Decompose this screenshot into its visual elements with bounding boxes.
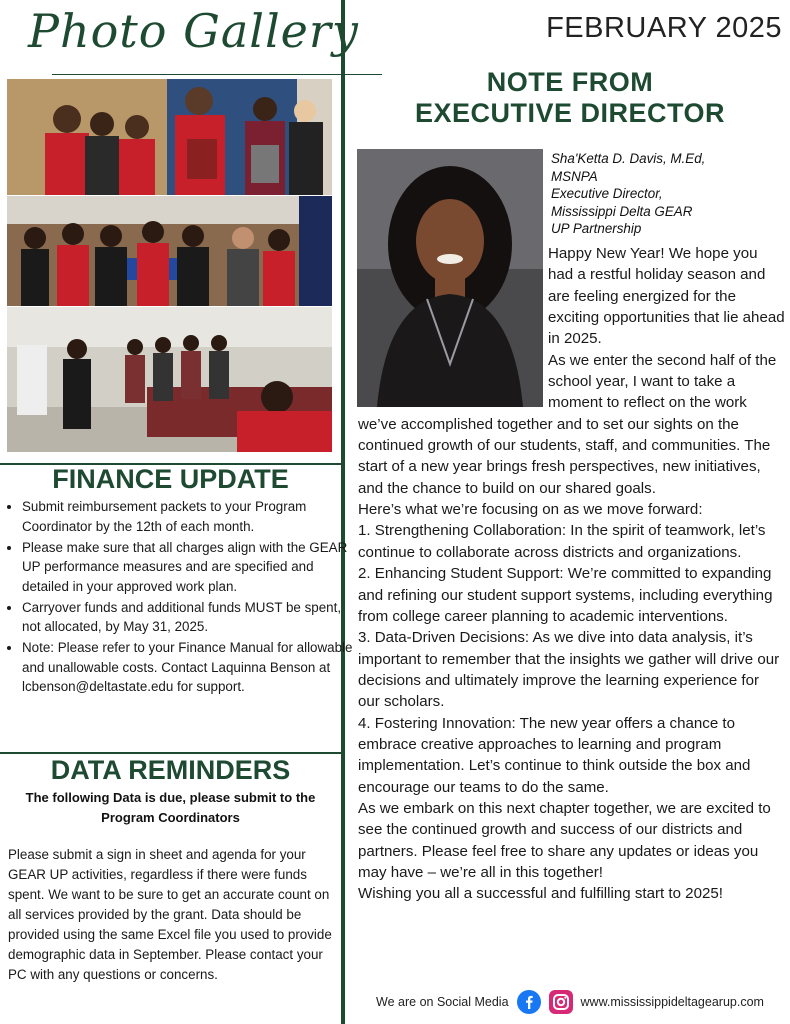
byline-line: Mississippi Delta GEAR (551, 203, 693, 219)
letter-paragraph: As we enter the second half of the school year, I want to take a moment to reflect on the work we’ve accomplished together and to set our sights on the continued growth of our students, staff, and communities. The start of a new year brings fresh perspectives, new initiatives, and the chance to build on our shared goals. (358, 351, 777, 497)
letter-paragraph: As we embark on this next chapter together, we are excited to see the continued growth and success of our districts and partners. Please feel free to share any updates or ideas you may have – we’re all in this together! (358, 799, 771, 881)
note-title-line1: NOTE FROM (486, 67, 654, 97)
letter-paragraph: 3. Data-Driven Decisions: As we dive into data analysis, it’s important to remember that the insights we gather will drive our decisions and ultimately improve the learning experience for our scholars. (358, 629, 780, 711)
gallery-photo-students-backpacks (7, 79, 332, 195)
facebook-icon[interactable] (517, 990, 541, 1014)
note-title-line2: EXECUTIVE DIRECTOR (414, 98, 726, 128)
data-reminders-body: Please submit a sign in sheet and agenda for your GEAR UP activities, regardless if there were funds spent. We want to be sure to get an accurate count on all services provided by the grant. Data should be provided using the same Excel file you used to provide demographic data in September. Please contact your PC with any questions or concerns. (8, 847, 332, 982)
byline-line: MSNPA (551, 168, 598, 184)
letter-paragraph: Wishing you all a successful and fulfilling start to 2025! (358, 885, 723, 903)
finance-item: • Carryover funds and additional funds MUST be spent, not allocated, by May 31, 2025. (22, 598, 356, 637)
data-reminders-title: DATA REMINDERS (50, 755, 291, 785)
website-link[interactable]: www.mississippideltagearup.com (580, 995, 764, 1009)
byline-line: Sha'Ketta D. Davis, M.Ed, (551, 151, 706, 166)
finance-title: FINANCE UPDATE (52, 464, 289, 494)
issue-date: FEBRUARY 2025 (546, 12, 782, 44)
letter-paragraph: Happy New Year! We hope you had a restful holiday season and are feeling energized for the exciting opportunities that lie ahead in 2025. (548, 245, 785, 348)
data-reminders-subtitle: The following Data is due, please submit to the Program Coordinators (25, 790, 316, 825)
letter-paragraph: 1. Strengthening Collaboration: In the spirit of teamwork, let’s continue to collaborate across districts and organizations. (358, 522, 766, 561)
gallery-underline (52, 74, 382, 75)
director-byline (551, 150, 781, 238)
footer (350, 988, 790, 1016)
finance-item: • Submit reimbursement packets to your Program Coordinator by the 12th of each month. (22, 497, 356, 536)
director-letter (358, 243, 785, 905)
letter-paragraph: Here’s what we’re focusing on as we move forward: (358, 501, 703, 519)
gallery-title: Photo Gallery (28, 4, 359, 58)
finance-item: • Note: Please refer to your Finance Manual for allowable and unallowable costs. Contact Laquinna Benson at lcbenson@deltastate.edu for support. (22, 638, 356, 697)
finance-item: • Please make sure that all charges align with the GEAR UP performance measures and are specified and detailed in your approved work plan. (22, 538, 356, 597)
byline-line: Executive Director, (551, 186, 663, 201)
gallery-photo-classroom-activity (7, 307, 332, 452)
social-media-label: We are on Social Media (376, 995, 509, 1009)
letter-paragraph: 2. Enhancing Student Support: We’re committed to expanding and refining our student support systems, including everything from college career planning to academic interventions. (358, 565, 773, 625)
byline-line: UP Partnership (551, 221, 642, 236)
letter-paragraph: 4. Fostering Innovation: The new year offers a chance to embrace creative approaches to learning and program implementation. Let’s continue to think outside the box and encourage our teams to do the same. (358, 714, 751, 796)
finance-list (6, 497, 356, 698)
gallery-photo-group-event (7, 196, 332, 306)
instagram-icon[interactable] (549, 990, 573, 1014)
